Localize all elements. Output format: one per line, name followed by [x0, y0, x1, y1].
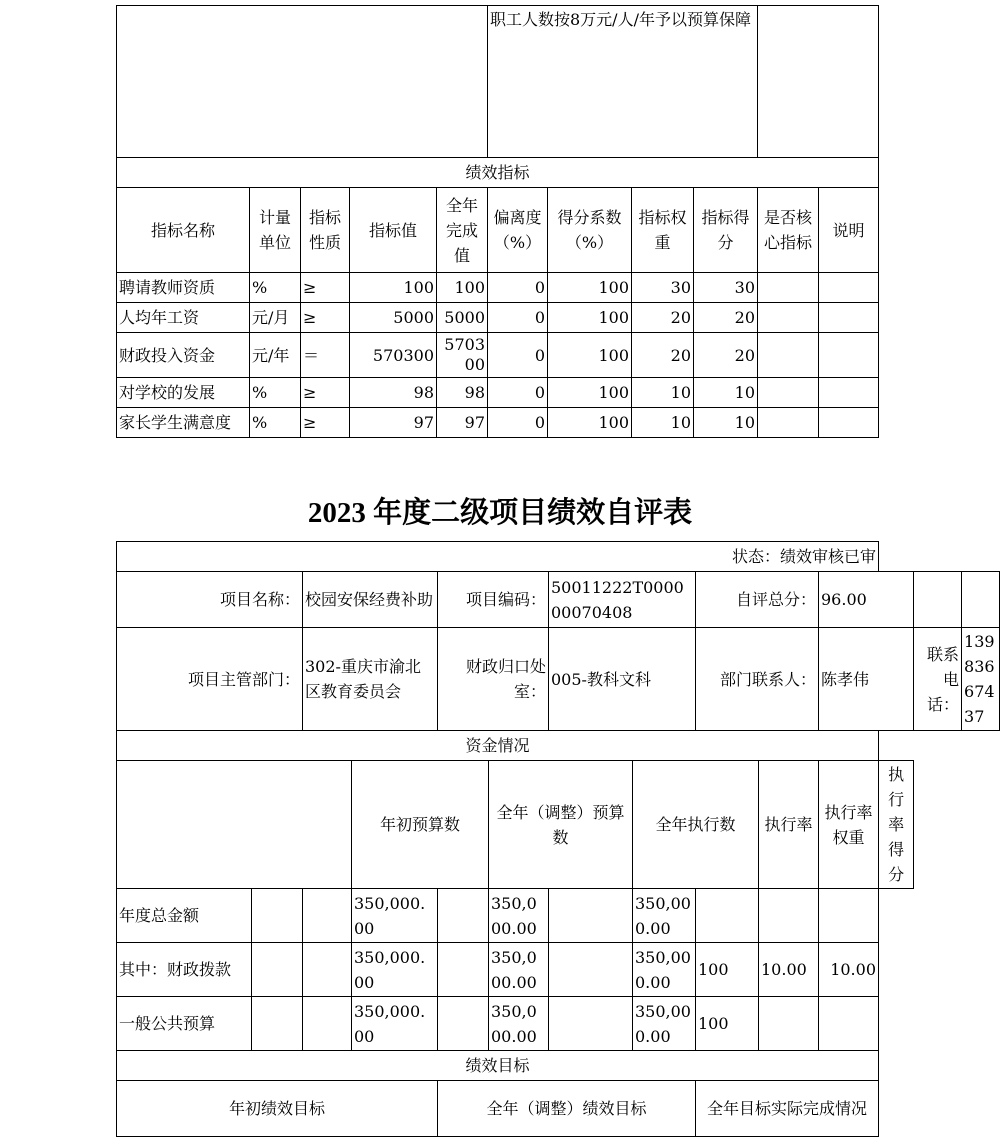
project-code-value: 50011222T000000070408: [549, 572, 696, 628]
funds-weight: [759, 889, 819, 943]
header-cell: 全年执行数: [633, 761, 759, 889]
indicator-note: [819, 408, 879, 438]
funds-executed: 350,000.00: [633, 943, 696, 997]
header-cell: 年初绩效目标: [117, 1081, 438, 1137]
project-name-label: 项目名称：: [117, 572, 303, 628]
header-cell: 得分系数（%）: [548, 188, 632, 273]
funds-weight: 10.00: [759, 943, 819, 997]
indicator-done: 570300: [437, 333, 488, 378]
dept-label: 项目主管部门：: [117, 628, 303, 731]
header-cell: 执行率得分: [879, 761, 914, 889]
empty-cell: [438, 997, 489, 1051]
indicator-coefficient: 100: [548, 378, 632, 408]
phone-label: 联系电话：: [914, 628, 962, 731]
indicator-note: [819, 303, 879, 333]
indicator-coefficient: 100: [548, 303, 632, 333]
indicator-name: 聘请教师资质: [117, 273, 250, 303]
goals-header-row: [117, 1081, 1000, 1137]
header-cell: 说明: [819, 188, 879, 273]
funds-header-row: [117, 761, 1000, 889]
header-cell: 偏离度（%）: [488, 188, 548, 273]
page-title: 2023 年度二级项目绩效自评表: [307, 497, 693, 529]
funds-rate: 100: [696, 997, 759, 1051]
table-header-row: [117, 188, 879, 273]
funds-adjusted: 350,000.00: [489, 997, 549, 1051]
indicator-nature: ≥: [301, 378, 350, 408]
header-cell: 指标性质: [301, 188, 350, 273]
empty-cell: [303, 943, 352, 997]
indicator-weight: 10: [632, 408, 694, 438]
empty-cell: [252, 943, 303, 997]
header-cell: 执行率: [759, 761, 819, 889]
indicator-name: 家长学生满意度: [117, 408, 250, 438]
indicator-score: 30: [694, 273, 758, 303]
funds-adjusted: 350,000.00: [489, 943, 549, 997]
indicator-deviation: 0: [488, 333, 548, 378]
indicator-value: 100: [350, 273, 437, 303]
funds-row-label: 一般公共预算: [117, 997, 252, 1051]
table-row: [117, 997, 1000, 1051]
indicator-weight: 10: [632, 378, 694, 408]
indicator-done: 100: [437, 273, 488, 303]
empty-cell: [438, 943, 489, 997]
indicator-unit: 元/月: [250, 303, 301, 333]
empty-cell: [549, 943, 633, 997]
performance-indicator-table: [116, 5, 879, 438]
empty-cell: [438, 889, 489, 943]
indicator-name: 人均年工资: [117, 303, 250, 333]
empty-cell: [758, 6, 879, 158]
table-row: [117, 273, 879, 303]
indicator-score: 20: [694, 303, 758, 333]
empty-cell: [914, 572, 962, 628]
header-cell: 全年（调整）预算数: [489, 761, 633, 889]
contact-label: 部门联系人：: [696, 628, 819, 731]
indicator-deviation: 0: [488, 378, 548, 408]
indicator-deviation: 0: [488, 408, 548, 438]
phone-value: 13983667437: [962, 628, 1000, 731]
header-cell: 全年（调整）绩效目标: [438, 1081, 696, 1137]
table-row: [117, 303, 879, 333]
funds-rate: [696, 889, 759, 943]
indicator-score: 20: [694, 333, 758, 378]
indicator-core: [758, 333, 819, 378]
indicator-deviation: 0: [488, 273, 548, 303]
self-score-label: 自评总分：: [696, 572, 819, 628]
funds-initial: 350,000.00: [352, 943, 438, 997]
funds-initial: 350,000.00: [352, 889, 438, 943]
section-title: 绩效指标: [117, 158, 879, 188]
funds-executed: 350,000.00: [633, 889, 696, 943]
funds-row-label: 年度总金额: [117, 889, 252, 943]
table-row: [117, 408, 879, 438]
indicator-unit: %: [250, 273, 301, 303]
indicator-deviation: 0: [488, 303, 548, 333]
empty-cell: [962, 572, 1000, 628]
funds-score: [819, 997, 879, 1051]
funds-row-label: 其中：财政拨款: [117, 943, 252, 997]
project-code-label: 项目编码：: [438, 572, 549, 628]
header-cell: 年初预算数: [352, 761, 489, 889]
dept-value: 302-重庆市渝北区教育委员会: [303, 628, 438, 731]
table-row: [117, 378, 879, 408]
funds-score: [819, 889, 879, 943]
indicator-note: [819, 378, 879, 408]
finance-office-value: 005-教科文科: [549, 628, 696, 731]
empty-cell: [303, 997, 352, 1051]
indicator-coefficient: 100: [548, 273, 632, 303]
self-evaluation-table: [116, 541, 1000, 1137]
indicator-weight: 30: [632, 273, 694, 303]
self-score-value: 96.00: [819, 572, 914, 628]
indicator-value: 5000: [350, 303, 437, 333]
finance-office-label: 财政归口处室：: [438, 628, 549, 731]
status-label: 状态：绩效审核已审: [117, 542, 879, 572]
indicator-done: 97: [437, 408, 488, 438]
header-cell: 指标名称: [117, 188, 250, 273]
header-cell: 执行率权重: [819, 761, 879, 889]
header-cell: 全年完成值: [437, 188, 488, 273]
empty-cell: [549, 997, 633, 1051]
indicator-value: 97: [350, 408, 437, 438]
indicator-nature: ≥: [301, 273, 350, 303]
indicator-score: 10: [694, 408, 758, 438]
funds-section-title: 资金情况: [117, 731, 879, 761]
indicator-core: [758, 303, 819, 333]
indicator-score: 10: [694, 378, 758, 408]
table-row: [117, 889, 1000, 943]
goals-section-title: 绩效目标: [117, 1051, 879, 1081]
empty-cell: [303, 889, 352, 943]
indicator-coefficient: 100: [548, 333, 632, 378]
project-name-value: 校园安保经费补助: [303, 572, 438, 628]
funds-score: 10.00: [819, 943, 879, 997]
funds-rate: 100: [696, 943, 759, 997]
indicator-nature: ≥: [301, 408, 350, 438]
header-cell: 全年目标实际完成情况: [696, 1081, 879, 1137]
funds-weight: [759, 997, 819, 1051]
header-cell: 是否核心指标: [758, 188, 819, 273]
header-cell: 指标得分: [694, 188, 758, 273]
table-row: [117, 333, 879, 378]
budget-note-cell: 职工人数按8万元/人/年予以预算保障: [488, 6, 758, 158]
empty-cell: [252, 889, 303, 943]
empty-cell: [117, 761, 352, 889]
indicator-weight: 20: [632, 333, 694, 378]
funds-adjusted: 350,000.00: [489, 889, 549, 943]
indicator-coefficient: 100: [548, 408, 632, 438]
empty-cell: [117, 6, 488, 158]
indicator-nature: ＝: [301, 333, 350, 378]
indicator-value: 570300: [350, 333, 437, 378]
header-cell: 指标权重: [632, 188, 694, 273]
funds-initial: 350,000.00: [352, 997, 438, 1051]
indicator-done: 5000: [437, 303, 488, 333]
contact-value: 陈孝伟: [819, 628, 914, 731]
indicator-core: [758, 408, 819, 438]
indicator-core: [758, 378, 819, 408]
indicator-name: 对学校的发展: [117, 378, 250, 408]
empty-cell: [549, 889, 633, 943]
header-cell: 指标值: [350, 188, 437, 273]
funds-executed: 350,000.00: [633, 997, 696, 1051]
table-row: [117, 943, 1000, 997]
empty-cell: [252, 997, 303, 1051]
header-cell: 计量单位: [250, 188, 301, 273]
indicator-done: 98: [437, 378, 488, 408]
indicator-unit: %: [250, 378, 301, 408]
indicator-unit: 元/年: [250, 333, 301, 378]
indicator-core: [758, 273, 819, 303]
indicator-value: 98: [350, 378, 437, 408]
indicator-note: [819, 273, 879, 303]
indicator-unit: %: [250, 408, 301, 438]
indicator-weight: 20: [632, 303, 694, 333]
indicator-nature: ≥: [301, 303, 350, 333]
indicator-note: [819, 333, 879, 378]
indicator-name: 财政投入资金: [117, 333, 250, 378]
